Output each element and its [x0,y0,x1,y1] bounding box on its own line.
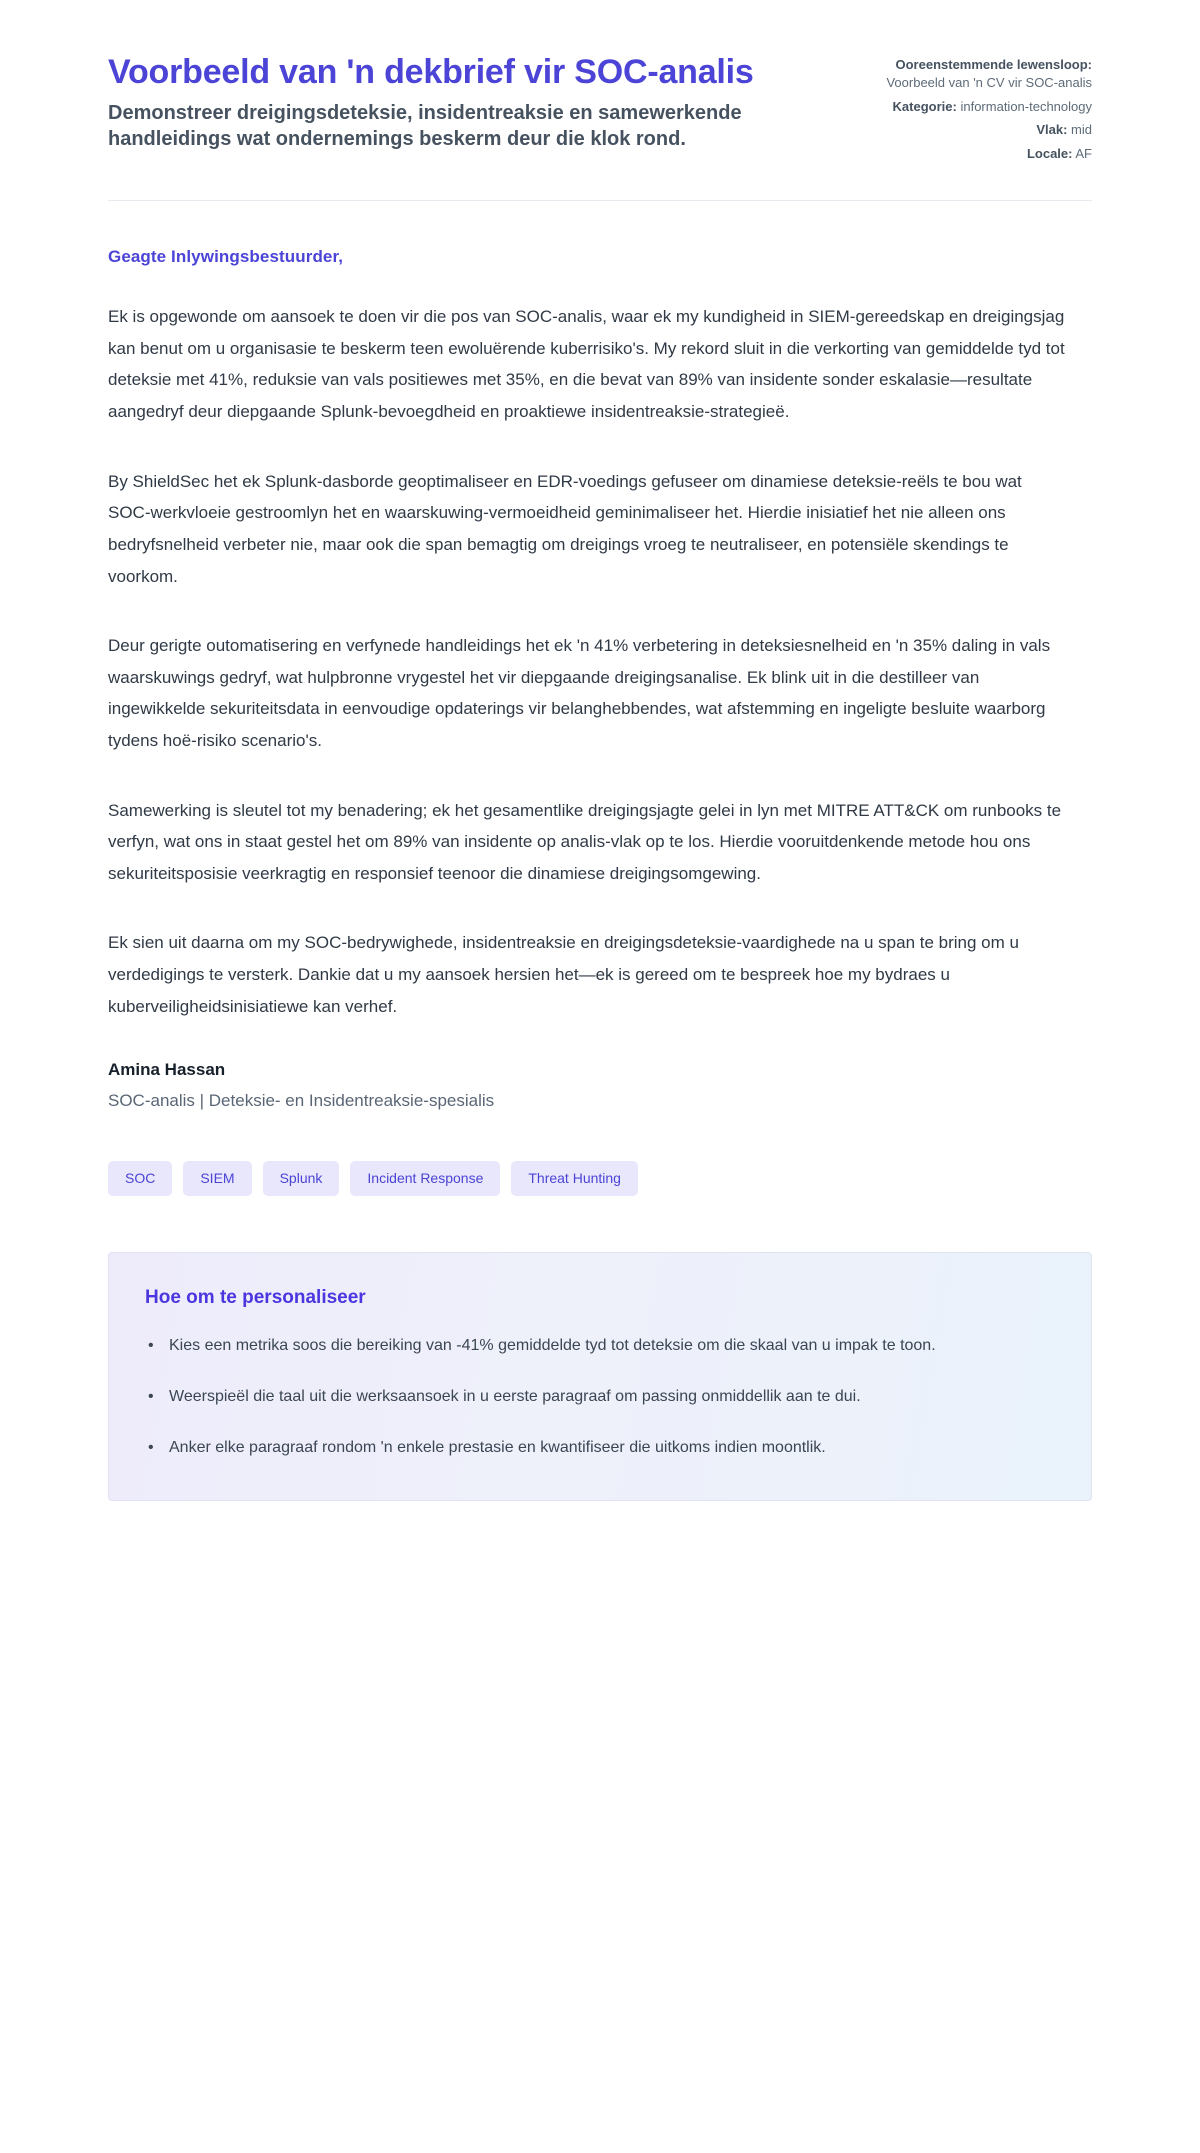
meta-matching-resume-value: Voorbeeld van 'n CV vir SOC-analis [886,75,1092,91]
tag-item[interactable]: Incident Response [350,1161,500,1196]
tag-list [108,1161,1092,1196]
meta-matching-resume-label: Ooreenstemmende lewensloop: [895,57,1092,72]
letter-paragraph: Ek is opgewonde om aansoek te doen vir die pos van SOC-analis, waar ek my kundigheid in SIEM-gereedskap en dreigingsjag kan benut om u organisasie te beskerm teen ewoluërende kuberrisiko's. My rekord sluit in die verkorting van gemiddelde tyd tot deteksie met 41%, reduksie van vals positiewes met 35%, en die bevat van 89% van insidente sonder eskalasie—resultate aangedryf deur diepgaande Splunk-bevoegdheid en proaktiewe insidentreaksie-strategieë. [108,307,1065,422]
callout-title: Hoe om te personaliseer [145,1287,366,1309]
meta-level-label: Vlak: [1036,122,1068,138]
meta-level [860,121,1092,139]
letter-signature [108,1060,1092,1111]
meta-locale-label: Locale: [1026,145,1073,161]
meta-locale [860,145,1092,163]
letter-paragraph: Ek sien uit daarna om my SOC-bedrywighede, insidentreaksie en dreigingsdeteksie-vaardighede na u span te bring om u verdedigings te versterk. Dankie dat u my aansoek hersien het—ek is gereed om te bespreek hoe my bydraes u kuberveiligheidsinisiatiewe kan verhef. [108,933,1019,1016]
header-title-block [108,52,798,153]
bullet-icon: • [148,1439,154,1457]
list-item [145,1382,1055,1411]
tag-item[interactable]: Threat Hunting [511,1161,638,1196]
list-item-text: Kies een metrika soos die bereiking van -41% gemiddelde tyd tot deteksie om die skaal van u impak te toon. [169,1337,936,1355]
meta-category-value: information-technology [960,98,1092,114]
letter-body [108,201,1092,1111]
letter-salutation: Geagte Inlywingsbestuurder, [108,247,344,267]
page-subtitle: Demonstreer dreigingsdeteksie, insidentreaksie en samewerkende handleidings wat ondernemings beskerm deur die klok rond. [108,101,742,151]
document-metadata [860,52,1092,168]
bullet-icon: • [148,1337,154,1355]
page-header [108,52,1092,168]
meta-level-value: mid [1071,122,1092,138]
meta-locale-value: AF [1075,145,1092,161]
tag-item[interactable]: SOC [108,1161,172,1196]
bullet-icon: • [148,1388,154,1406]
tag-item[interactable]: Splunk [263,1161,340,1196]
meta-category-label: Kategorie: [892,98,957,114]
page-title: Voorbeeld van 'n dekbrief vir SOC-analis [108,53,754,91]
letter-paragraph: Deur gerigte outomatisering en verfynede handleidings het ek 'n 41% verbetering in deteksiesnelheid en 'n 35% daling in vals waarskuwings gedryf, wat hulpbronne vrygestel het vir diepgaande dreigingsanalise. Ek blink uit in die destilleer van ingewikkelde sekuriteitsdata in eenvoudige opdaterings vir belanghebbendes, wat afstemming en ingeligte besluite waarborg tydens hoë-risiko scenario's. [108,636,1051,750]
meta-category [860,98,1092,116]
letter-paragraph: By ShieldSec het ek Splunk-dasborde geoptimaliseer en EDR-voedings gefuseer om dinamiese deteksie-reëls te bou wat SOC-werkvloeie gestroomlyn het en waarskuwing-vermoeidheid geminimaliseer het. Hierdie inisiatief het nie alleen ons bedryfsnelheid verbeter nie, maar ook die span bemagtig om dreigings vroeg te neutraliseer, en potensiële skendings te voorkom. [108,471,1022,586]
callout-tip-list [145,1331,1055,1462]
list-item-text: Anker elke paragraaf rondom 'n enkele prestasie en kwantifiseer die uitkoms indien moontlik. [169,1439,826,1457]
list-item [145,1331,1055,1360]
personalization-callout [108,1252,1092,1501]
signature-name: Amina Hassan [108,1060,226,1080]
list-item [145,1433,1055,1462]
list-item-text: Weerspieël die taal uit die werksaansoek in u eerste paragraaf om passing onmiddellik aan te dui. [169,1388,861,1406]
letter-paragraph: Samewerking is sleutel tot my benadering; ek het gesamentlike dreigingsjagte gelei in lyn met MITRE ATT&CK om runbooks te verfyn, wat ons in staat gestel het om 89% van insidente op analis-vlak op te los. Hierdie vooruitdenkende metode hou ons sekuriteitsposisie veerkragtig en responsief teenoor die dinamiese dreigingsomgewing. [108,800,1062,883]
meta-matching-resume [860,56,1092,93]
tag-item[interactable]: SIEM [183,1161,251,1196]
signature-role: SOC-analis | Deteksie- en Insidentreaksie-spesialis [108,1091,495,1111]
